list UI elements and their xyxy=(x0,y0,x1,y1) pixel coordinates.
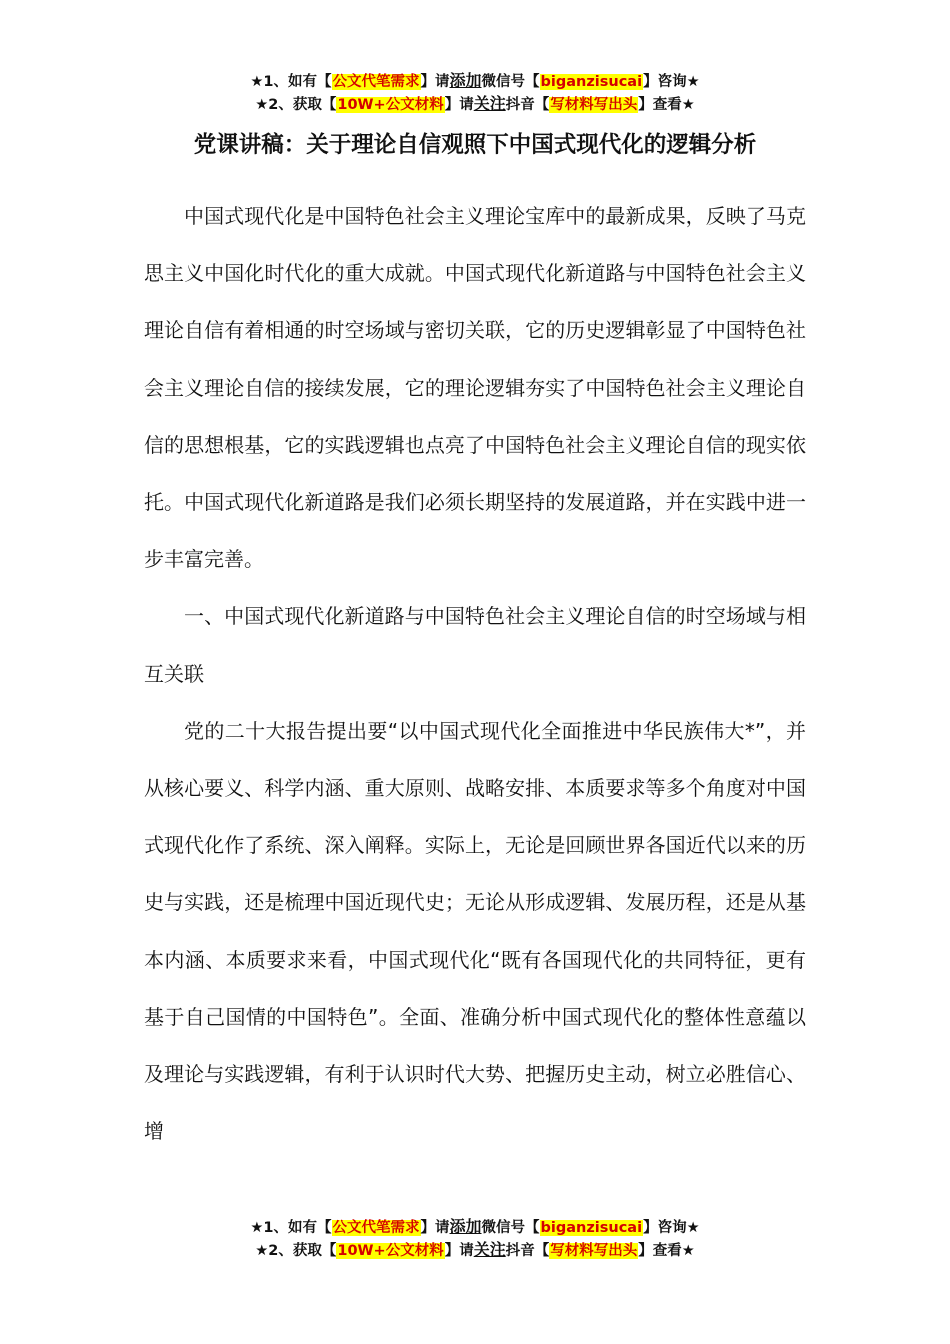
document-title: 党课讲稿：关于理论自信观照下中国式现代化的逻辑分析 xyxy=(193,132,757,158)
section-heading: 一、中国式现代化新道路与中国特色社会主义理论自信的时空场域与相互关联 xyxy=(144,604,806,686)
promo-text: 】咨询★ xyxy=(643,1220,700,1236)
promo-text: 微信号【 xyxy=(481,1220,540,1236)
promo-line-1 xyxy=(0,70,950,93)
promo-text: 抖音【 xyxy=(505,1243,550,1259)
promo-emphasis: 添加 xyxy=(449,1217,482,1236)
promo-text: 微信号【 xyxy=(481,74,540,90)
promo-emphasis: 添加 xyxy=(449,71,482,90)
promo-highlight-douyin-account: 写材料写出头 xyxy=(550,1243,638,1259)
promo-text: ★1、如有【 xyxy=(250,74,332,90)
promo-highlight-materials: 10W+公文材料 xyxy=(337,1243,444,1259)
promo-emphasis: 关注 xyxy=(473,94,506,113)
promo-highlight-douyin-account: 写材料写出头 xyxy=(550,97,638,113)
promo-emphasis: 关注 xyxy=(473,1240,506,1259)
promo-line-2 xyxy=(0,93,950,116)
document-body xyxy=(144,188,806,1160)
promo-text: 】请 xyxy=(444,1243,474,1259)
body-paragraph: 党的二十大报告提出要“以中国式现代化全面推进中华民族伟大*”，并从核心要义、科学内涵、重大原则、战略安排、本质要求等多个角度对中国式现代化作了系统、深入阐释。实际上，无论是回顾世界各国近代以来的历史与实践，还是梳理中国近现代史；无论从形成逻辑、发展历程，还是从基本内涵、本质要求来看，中国式现代化“既有各国现代化的共同特征，更有基于自己国情的中国特色”。全面、准确分析中国式现代化的整体性意蕴以及理论与实践逻辑，有利于认识时代大势、把握历史主动，树立必胜信心、增 xyxy=(144,718,806,1144)
promo-highlight-materials: 10W+公文材料 xyxy=(337,97,444,113)
promo-text: 】查看★ xyxy=(638,1243,695,1259)
header-promo-banner xyxy=(0,70,950,116)
promo-line-2 xyxy=(0,1239,950,1262)
promo-text: 】请 xyxy=(420,1220,450,1236)
promo-highlight-wechat-id: biganzisucai xyxy=(540,1220,643,1236)
promo-text: ★2、获取【 xyxy=(255,1243,337,1259)
promo-text: 抖音【 xyxy=(505,97,550,113)
promo-text: ★2、获取【 xyxy=(255,97,337,113)
promo-text: 】查看★ xyxy=(638,97,695,113)
promo-text: ★1、如有【 xyxy=(250,1220,332,1236)
footer-promo-banner xyxy=(0,1216,950,1262)
promo-text: 】请 xyxy=(420,74,450,90)
promo-text: 】请 xyxy=(444,97,474,113)
promo-highlight-wechat-id: biganzisucai xyxy=(540,74,643,90)
promo-text: 】咨询★ xyxy=(643,74,700,90)
body-paragraph: 中国式现代化是中国特色社会主义理论宝库中的最新成果，反映了马克思主义中国化时代化的重大成就。中国式现代化新道路与中国特色社会主义理论自信有着相通的时空场域与密切关联，它的历史逻辑彰显了中国特色社会主义理论自信的接续发展，它的理论逻辑夯实了中国特色社会主义理论自信的思想根基，它的实践逻辑也点亮了中国特色社会主义理论自信的现实依托。中国式现代化新道路是我们必须长期坚持的发展道路，并在实践中进一步丰富完善。 xyxy=(144,204,806,572)
promo-highlight-service: 公文代笔需求 xyxy=(332,74,420,90)
promo-line-1 xyxy=(0,1216,950,1239)
promo-highlight-service: 公文代笔需求 xyxy=(332,1220,420,1236)
